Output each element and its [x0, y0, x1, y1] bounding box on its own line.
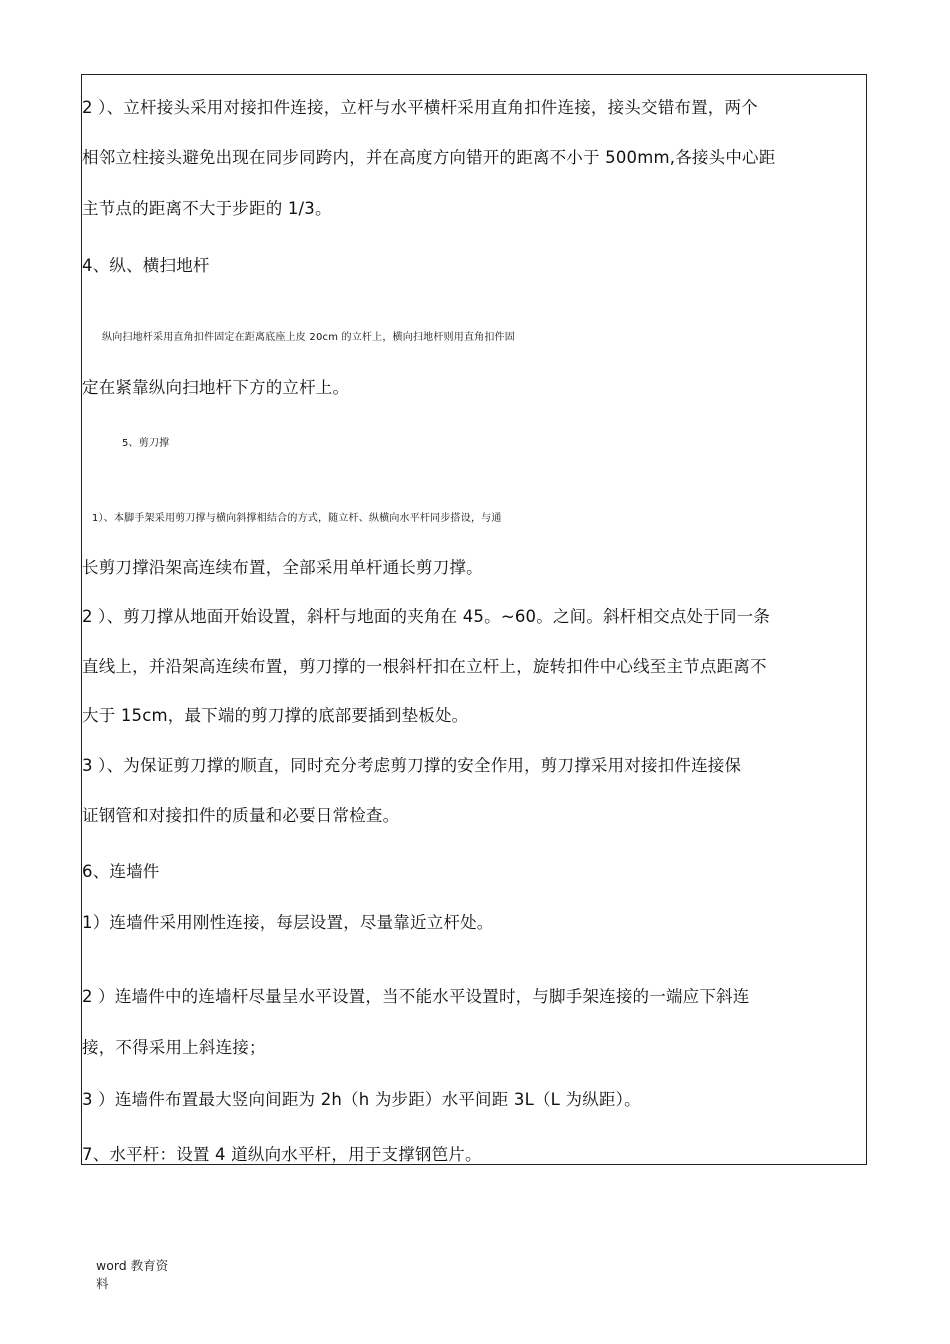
section-heading-4: 4、纵、横扫地杆: [82, 256, 210, 275]
text-line-19: 3 ）连墙件布置最大竖向间距为 2h（h 为步距）水平间距 3L（L 为纵距）。: [82, 1090, 641, 1109]
section-heading-6: 6、连墙件: [82, 862, 160, 881]
text-line-14: 证钢管和对接扣件的质量和必要日常检查。: [82, 806, 400, 825]
text-line-2: 相邻立柱接头避免出现在同步同跨内，并在高度方向错开的距离不小于 500mm,各接头中心距: [82, 148, 776, 167]
text-line-12: 大于 15cm，最下端的剪刀撑的底部要插到垫板处。: [82, 706, 469, 725]
section-heading-7: 7、水平杆：设置 4 道纵向水平杆，用于支撑钢笆片。: [82, 1145, 482, 1164]
text-line-1: 2 ）、立杆接头采用对接扣件连接，立杆与水平横杆采用直角扣件连接，接头交错布置，两个: [82, 98, 758, 117]
text-line-10: 2 ）、剪刀撑从地面开始设置，斜杆与地面的夹角在 45。~60。之间。斜杆相交点处于同一条: [82, 607, 771, 626]
section-heading-5: 5、剪刀撑: [122, 438, 170, 449]
text-line-3: 主节点的距离不大于步距的 1/3。: [82, 199, 332, 218]
text-line-16: 1）连墙件采用刚性连接，每层设置，尽量靠近立杆处。: [82, 913, 494, 932]
text-line-8: 1）、本脚手架采用剪刀撑与横向斜撑相结合的方式，随立杆、纵横向水平杆同步搭设，与通: [92, 513, 502, 524]
text-line-5: 纵向扫地杆采用直角扣件固定在距离底座上皮 20cm 的立杆上，横向扫地杆则用直角扣件固: [102, 332, 515, 343]
text-line-18: 接，不得采用上斜连接；: [82, 1038, 266, 1057]
text-line-11: 直线上，并沿架高连续布置，剪刀撑的一根斜杆扣在立杆上，旋转扣件中心线至主节点距离不: [82, 657, 767, 676]
text-line-6: 定在紧靠纵向扫地杆下方的立杆上。: [82, 378, 350, 397]
text-line-9: 长剪刀撑沿架高连续布置，全部采用单杆通长剪刀撑。: [82, 558, 483, 577]
footer-label: word 教育资料: [96, 1258, 169, 1291]
text-line-17: 2 ）连墙件中的连墙杆尽量呈水平设置，当不能水平设置时，与脚手架连接的一端应下斜连: [82, 987, 750, 1006]
text-line-13: 3 ）、为保证剪刀撑的顺直，同时充分考虑剪刀撑的安全作用，剪刀撑采用对接扣件连接保: [82, 756, 742, 775]
